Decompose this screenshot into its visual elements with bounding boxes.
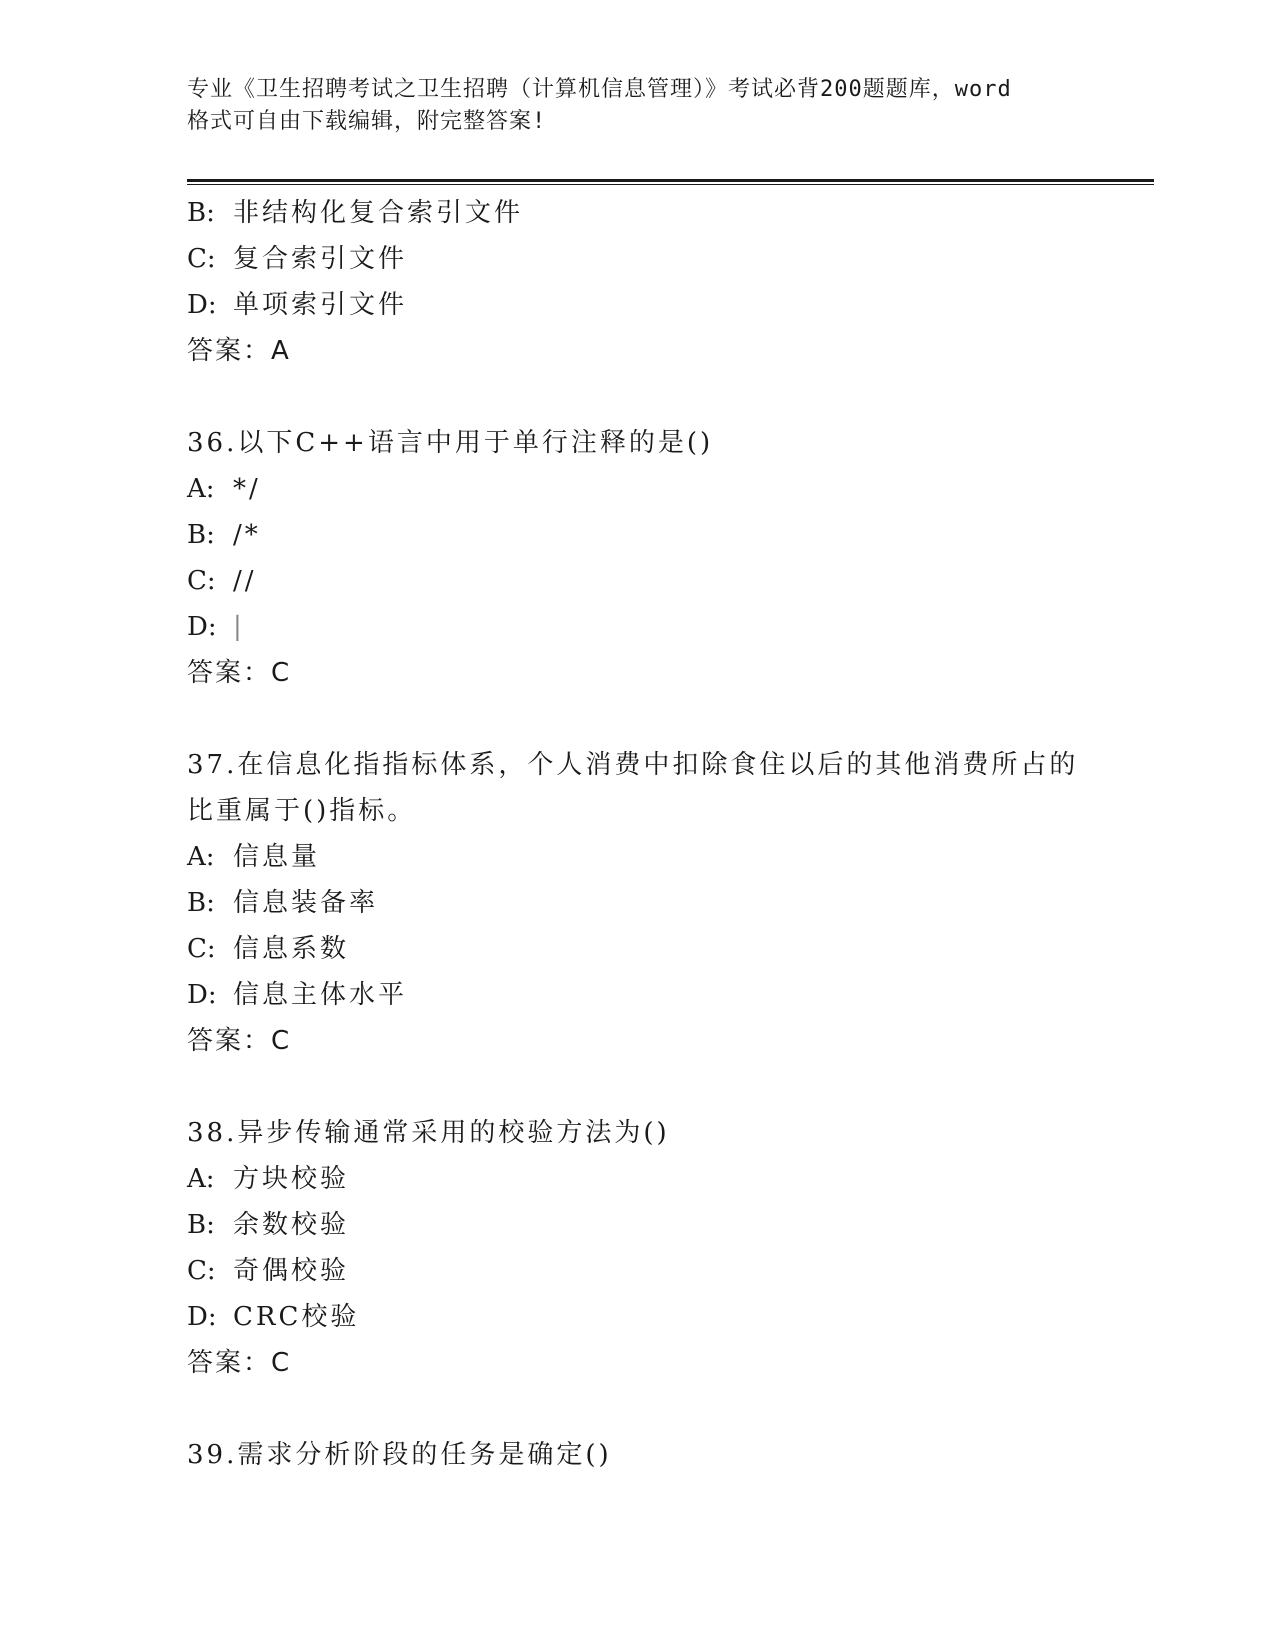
option-row [187, 558, 1107, 604]
question-title-line-2: 比重属于()指标。 [187, 796, 417, 826]
option-text: CRC校验 [233, 1302, 360, 1332]
option-row [187, 1294, 1107, 1340]
option-row [187, 282, 1107, 328]
header-divider-thin [187, 184, 1154, 185]
answer-value: C [271, 658, 291, 688]
question-36 [187, 420, 1107, 696]
option-key: C: [187, 566, 216, 596]
option-key: C: [187, 934, 216, 964]
option-key: B: [187, 520, 215, 550]
option-key: B: [187, 198, 215, 228]
question-title: 36.以下C++语言中用于单行注释的是() [187, 428, 714, 458]
option-key: B: [187, 888, 215, 918]
answer-row [187, 1018, 1107, 1064]
document-header [187, 74, 1087, 138]
spacer [187, 1064, 1107, 1110]
question-38 [187, 1110, 1107, 1386]
question-37 [187, 742, 1107, 1064]
option-text: 信息量 [233, 842, 321, 872]
option-text: 单项索引文件 [233, 290, 408, 320]
option-row [187, 190, 1107, 236]
option-row [187, 466, 1107, 512]
option-key: D: [187, 290, 217, 320]
option-key: C: [187, 244, 216, 274]
answer-label: 答案： [187, 1348, 272, 1378]
option-row [187, 880, 1107, 926]
option-key: C: [187, 1256, 216, 1286]
question-list [187, 190, 1107, 1478]
option-row [187, 1202, 1107, 1248]
option-text: 信息系数 [233, 934, 350, 964]
option-row [187, 1156, 1107, 1202]
answer-row [187, 328, 1107, 374]
option-key: D: [187, 1302, 217, 1332]
option-text: /* [233, 520, 261, 550]
option-key: A: [187, 474, 215, 504]
option-key: A: [187, 1164, 215, 1194]
option-text: 复合索引文件 [233, 244, 408, 274]
option-text: 非结构化复合索引文件 [233, 198, 524, 228]
option-row [187, 1248, 1107, 1294]
option-key: D: [187, 612, 217, 642]
answer-value: C [271, 1026, 291, 1056]
option-key: A: [187, 842, 215, 872]
answer-value: A [271, 336, 290, 366]
option-row [187, 236, 1107, 282]
option-row [187, 926, 1107, 972]
answer-label: 答案： [187, 336, 272, 366]
question-title-line-1: 37.在信息化指指标体系，个人消费中扣除食住以后的其他消费所占的 [187, 750, 1079, 780]
spacer [187, 696, 1107, 742]
option-row [187, 834, 1107, 880]
option-text: 奇偶校验 [233, 1256, 350, 1286]
question-35-continued [187, 190, 1107, 374]
option-text: // [233, 566, 257, 596]
spacer [187, 374, 1107, 420]
option-text: 方块校验 [233, 1164, 350, 1194]
option-text: 余数校验 [233, 1210, 350, 1240]
question-title: 38.异步传输通常采用的校验方法为() [187, 1118, 670, 1148]
option-row [187, 604, 1107, 650]
answer-label: 答案： [187, 658, 272, 688]
header-divider-thick [187, 179, 1154, 182]
header-line-1: 专业《卫生招聘考试之卫生招聘（计算机信息管理）》考试必背200题题库，word [187, 77, 1012, 102]
question-title: 39.需求分析阶段的任务是确定() [187, 1440, 612, 1470]
option-key: D: [187, 980, 217, 1010]
answer-label: 答案： [187, 1026, 272, 1056]
answer-row [187, 650, 1107, 696]
option-text: 信息主体水平 [233, 980, 408, 1010]
header-line-2: 格式可自由下载编辑，附完整答案! [187, 109, 547, 134]
spacer [187, 1386, 1107, 1432]
option-text: | [233, 612, 245, 642]
option-key: B: [187, 1210, 215, 1240]
answer-value: C [271, 1348, 291, 1378]
option-row [187, 972, 1107, 1018]
option-text: 信息装备率 [233, 888, 379, 918]
answer-row [187, 1340, 1107, 1386]
question-39 [187, 1432, 1107, 1478]
option-text: */ [233, 474, 261, 504]
option-row [187, 512, 1107, 558]
